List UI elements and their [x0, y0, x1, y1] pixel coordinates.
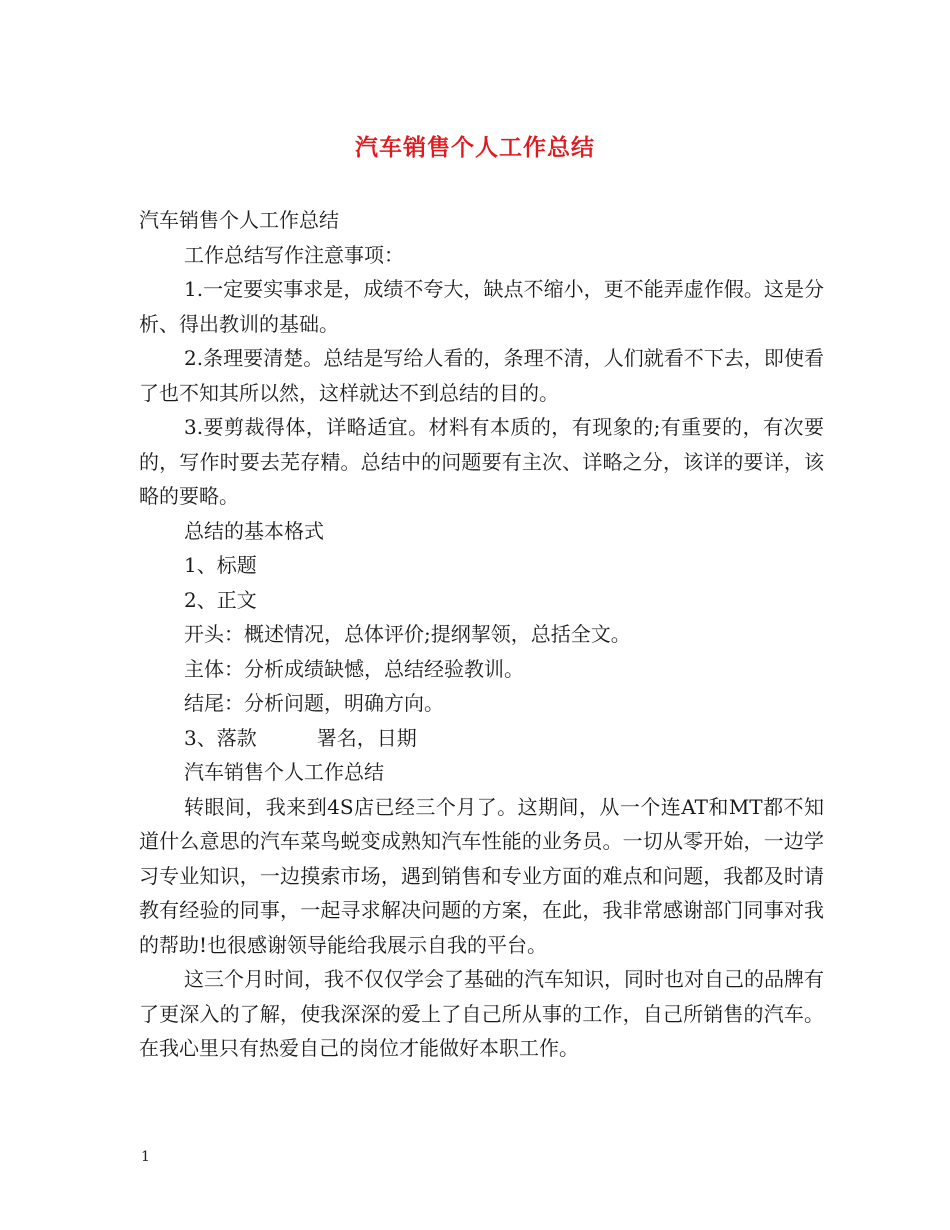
- document-title: 汽车销售个人工作总结: [355, 134, 595, 161]
- paragraph-note-3: 3.要剪裁得体，详略适宜。材料有本质的，有现象的;有重要的，有次要的，写作时要去芜存精。总结中的问题要有主次、详略之分，该详的要详，该略的要略。: [139, 415, 824, 508]
- paragraph-note-2: 2.条理要清楚。总结是写给人看的，条理不清，人们就看不下去，即使看了也不知其所以然，这样就达不到总结的目的。: [139, 346, 824, 405]
- page-number: 1: [141, 1149, 150, 1165]
- paragraph-body-2: 这三个月时间，我不仅仅学会了基础的汽车知识，同时也对自己的品牌有了更深入的了解，使我深深的爱上了自己所从事的工作，自己所销售的汽车。在我心里只有热爱自己的岗位才能做好本职工作。: [139, 967, 824, 1060]
- paragraph-section-title: 汽车销售个人工作总结: [184, 760, 384, 784]
- paragraph-format-heading: 总结的基本格式: [184, 518, 324, 543]
- paragraph-heading: 汽车销售个人工作总结: [139, 208, 339, 232]
- paragraph-format-signature: 3、落款 署名，日期: [184, 725, 417, 750]
- paragraph-notes-heading: 工作总结写作注意事项：: [184, 242, 404, 267]
- paragraph-body-1: 转眼间，我来到4S店已经三个月了。这期间，从一个连AT和MT都不知道什么意思的汽车菜鸟蜕变成熟知汽车性能的业务员。一切从零开始，一边学习专业知识，一边摸索市场，遇到销售和专业方面的难点和问题，我都及时请教有经验的同事，一起寻求解决问题的方案，在此，我非常感谢部门同事对我的帮助!也很感谢领导能给我展示自我的平台。: [139, 794, 824, 957]
- paragraph-format-ending: 结尾：分析问题，明确方向。: [184, 691, 444, 715]
- paragraph-note-1: 1.一定要实事求是，成绩不夸大，缺点不缩小，更不能弄虚作假。这是分析、得出教训的基础。: [139, 277, 824, 336]
- paragraph-format-title: 1、标题: [184, 553, 257, 577]
- paragraph-format-body: 2、正文: [184, 587, 257, 612]
- document-body: [139, 203, 824, 1066]
- paragraph-format-main: 主体：分析成绩缺憾，总结经验教训。: [184, 656, 524, 681]
- paragraph-format-opening: 开头：概述情况，总体评价;提纲挈领，总括全文。: [184, 622, 631, 646]
